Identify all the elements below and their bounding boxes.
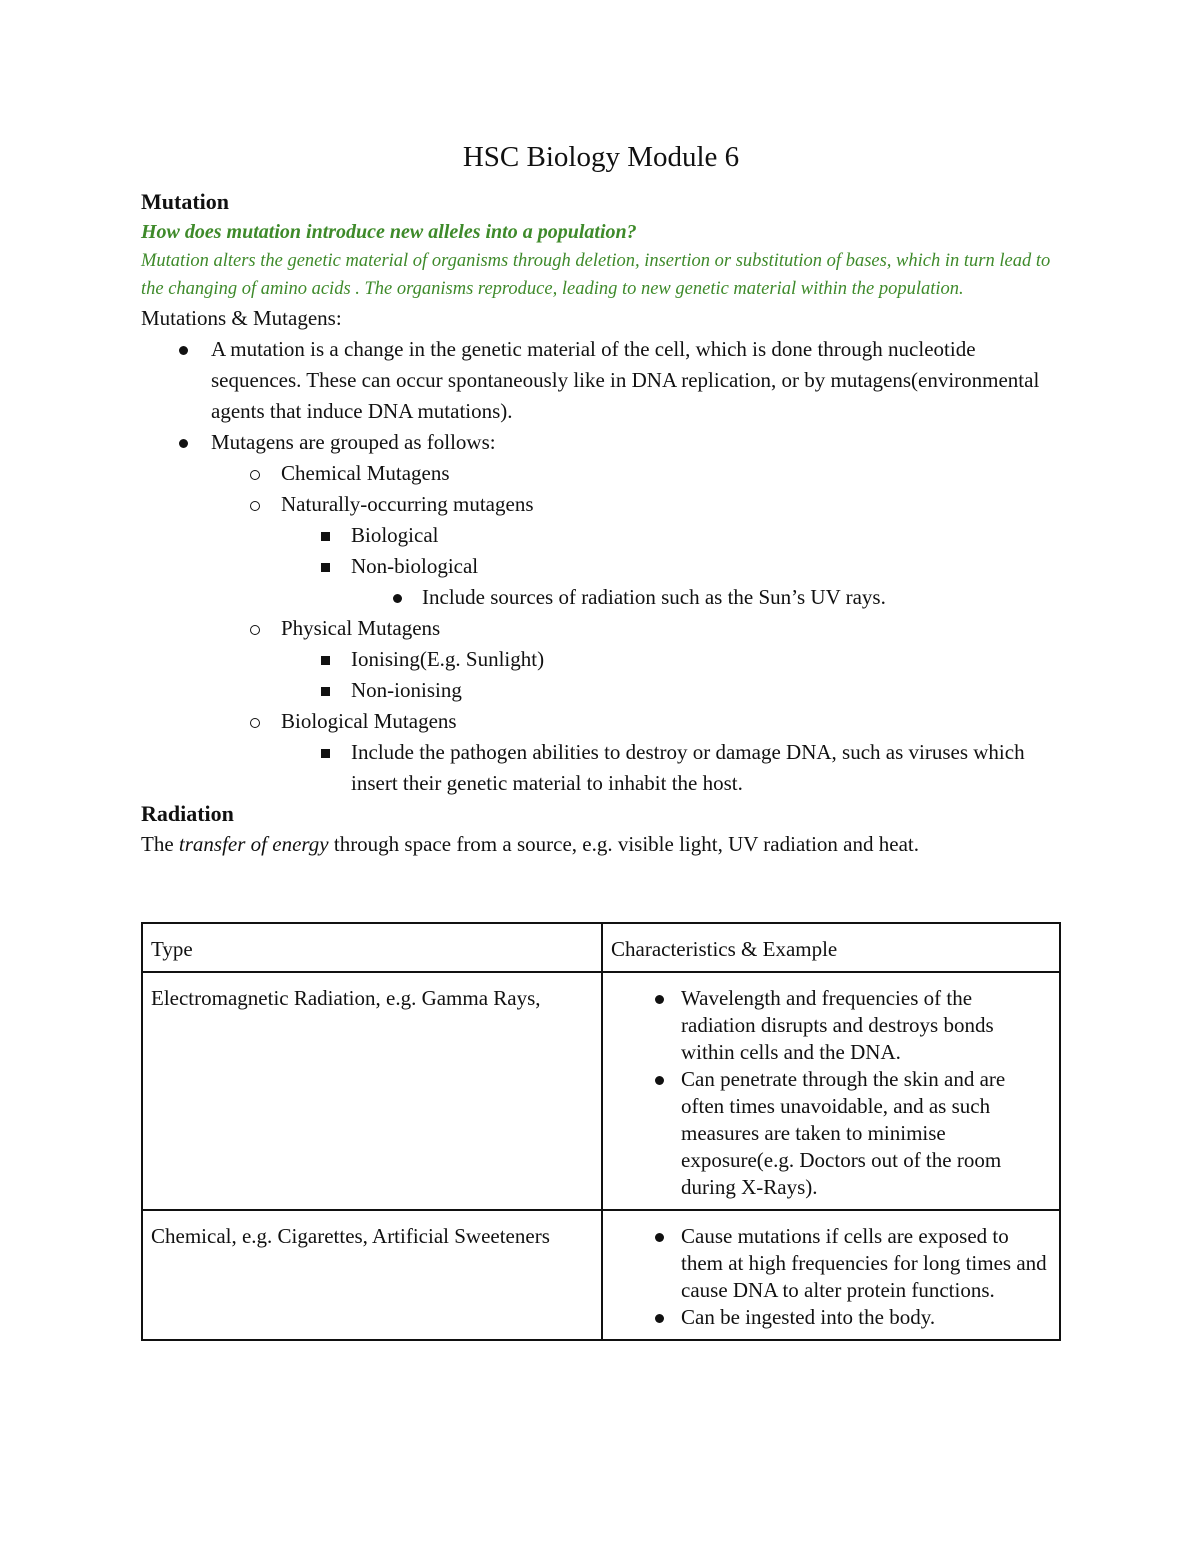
bullet-icon	[649, 985, 669, 1012]
list-item-text: Include sources of radiation such as the Sun’s UV rays.	[422, 584, 886, 609]
list-item-text: Ionising(E.g. Sunlight)	[351, 646, 545, 671]
hollow-bullet-icon	[245, 489, 265, 520]
square-bullet-icon	[315, 644, 335, 675]
table-cell-type: Chemical, e.g. Cigarettes, Artificial Sweeteners	[142, 1210, 602, 1340]
list-item	[611, 1304, 1051, 1331]
list-item-text: Mutagens are grouped as follows:	[211, 429, 496, 454]
mutation-heading: Mutation	[141, 188, 229, 214]
physical-subgroups	[141, 644, 1061, 706]
bullet-icon	[649, 1223, 669, 1250]
question-answer: Mutation alters the genetic material of organisms through deletion, insertion or substitution of bases, which in turn lead to the changing of amino acids . The organisms reproduce, leading to new genetic material within the population.	[141, 250, 1051, 299]
list-item	[141, 613, 1061, 644]
list-item	[141, 644, 1061, 675]
bullet-icon	[387, 582, 407, 613]
document-page	[141, 140, 1061, 1341]
mutagen-groups-end	[141, 706, 1061, 737]
mutations-label: Mutations & Mutagens:	[141, 305, 342, 330]
radiation-table	[141, 922, 1061, 1341]
list-item	[141, 737, 1061, 799]
table-row	[142, 1210, 1060, 1340]
radiation-def-emphasis: transfer of energy	[178, 831, 329, 856]
table-header-cell: Type	[142, 923, 602, 972]
list-item	[141, 427, 1061, 458]
list-item-text: Non-ionising	[351, 677, 462, 702]
list-item	[141, 706, 1061, 737]
list-item-text: Non-biological	[351, 553, 479, 578]
hollow-bullet-icon	[245, 458, 265, 489]
bullet-icon	[649, 1066, 669, 1093]
natural-subgroups	[141, 520, 1061, 582]
radiation-def-post: through space from a source, e.g. visible light, UV radiation and heat.	[328, 831, 919, 856]
list-item	[141, 334, 1061, 427]
table-cell-points	[602, 1210, 1060, 1340]
radiation-definition	[141, 829, 1061, 860]
radiation-heading: Radiation	[141, 800, 234, 826]
list-item	[611, 1066, 1051, 1201]
nonbio-notes	[141, 582, 1061, 613]
list-item-text: Biological Mutagens	[281, 708, 457, 733]
mutagen-groups	[141, 458, 1061, 520]
bullet-icon	[173, 427, 193, 458]
hollow-bullet-icon	[245, 613, 265, 644]
list-item-text: Can penetrate through the skin and are often times unavoidable, and as such measures are taken to minimise exposure(e.g. Doctors out of the room during X-Rays).	[681, 1066, 1006, 1199]
mutation-list	[141, 334, 1061, 458]
list-item	[141, 582, 1061, 613]
list-item	[141, 458, 1061, 489]
table-header-cell: Characteristics & Example	[602, 923, 1060, 972]
mutagen-groups-cont	[141, 613, 1061, 644]
list-item	[141, 489, 1061, 520]
hollow-bullet-icon	[245, 706, 265, 737]
list-item	[141, 675, 1061, 706]
list-item	[141, 551, 1061, 582]
square-bullet-icon	[315, 520, 335, 551]
list-item-text: Chemical Mutagens	[281, 460, 450, 485]
list-item-text: A mutation is a change in the genetic material of the cell, which is done through nucleotide sequences. These can occur spontaneously like in DNA replication, or by mutagens(environmental agents that induce DNA mutations).	[211, 336, 1040, 423]
square-bullet-icon	[315, 675, 335, 706]
list-item	[611, 1223, 1051, 1304]
page-title: HSC Biology Module 6	[462, 141, 740, 173]
bullet-icon	[649, 1304, 669, 1331]
list-item-text: Biological	[351, 522, 439, 547]
list-item-text: Can be ingested into the body.	[681, 1304, 936, 1329]
list-item-text: Naturally-occurring mutagens	[281, 491, 534, 516]
table-header-row	[142, 923, 1060, 972]
list-item-text: Physical Mutagens	[281, 615, 441, 640]
bullet-icon	[173, 334, 193, 365]
list-item-text: Include the pathogen abilities to destroy or damage DNA, such as viruses which insert their genetic material to inhabit the host.	[351, 739, 1025, 795]
points-list	[611, 1223, 1051, 1331]
spacer	[141, 860, 1061, 922]
list-item-text: Wavelength and frequencies of the radiation disrupts and destroys bonds within cells and the DNA.	[681, 985, 994, 1064]
list-item	[141, 520, 1061, 551]
square-bullet-icon	[315, 737, 335, 768]
list-item	[611, 985, 1051, 1066]
guiding-question: How does mutation introduce new alleles into a population?	[141, 220, 637, 243]
list-item-text: Cause mutations if cells are exposed to them at high frequencies for long times and cause DNA to alter protein functions.	[681, 1223, 1047, 1302]
radiation-def-pre: The	[141, 831, 179, 856]
biological-subgroups	[141, 737, 1061, 799]
table-cell-points	[602, 972, 1060, 1210]
table-row	[142, 972, 1060, 1210]
square-bullet-icon	[315, 551, 335, 582]
table-cell-type: Electromagnetic Radiation, e.g. Gamma Rays,	[142, 972, 602, 1210]
points-list	[611, 985, 1051, 1201]
